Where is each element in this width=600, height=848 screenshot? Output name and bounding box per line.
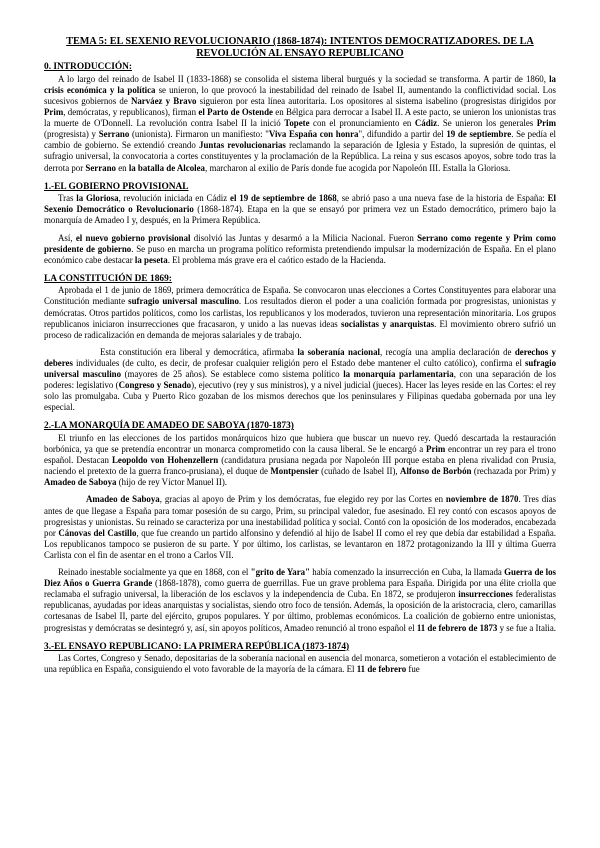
text-run: , gracias al apoyo de Prim y los demócratas, fue elegido rey por las Cortes en bbox=[159, 494, 446, 505]
bold-term: noviembre de 1870 bbox=[445, 494, 519, 505]
bold-term: la soberanía nacional bbox=[297, 346, 381, 357]
section bbox=[44, 274, 556, 414]
bold-term: Cánovas del Castillo bbox=[58, 527, 137, 538]
bold-term: Juntas revolucionarias bbox=[199, 140, 286, 151]
bold-term: El Sexenio Democrático o Revolucionario bbox=[44, 193, 556, 215]
text-run: , recogía una amplia declaración de bbox=[380, 346, 515, 357]
text-run: (rechazada por Prim) y bbox=[471, 466, 557, 477]
text-run: se unieron, lo que provocó la inestabilidad del reinado de Isabel II, aumentando la conflictividad social. Los sucesivos gobiernos de bbox=[44, 84, 556, 106]
bold-term: Serrano como regente y Prim como presidente de gobierno bbox=[44, 232, 556, 254]
text-run: (cuñado de Isabel II), bbox=[318, 466, 401, 477]
text-run: , con una separación de los poderes: legislativo ( bbox=[44, 369, 556, 391]
bold-term: la crisis económica y la política bbox=[44, 73, 556, 95]
text-run: con el pronunciamiento en bbox=[309, 118, 415, 129]
bold-term: Prim bbox=[44, 107, 64, 118]
text-run: individuales (de culto, es decir, de profesar cualquier religión pero el Estado debe mantener el culto católico), confirma el bbox=[72, 357, 525, 368]
text-run: (mayores de 25 años). Se establece como sistema político bbox=[121, 369, 344, 380]
title-line-2: REVOLUCIÓN AL ENSAYO REPUBLICANO bbox=[196, 47, 404, 59]
section-heading: LA CONSTITUCIÓN DE 1869: bbox=[44, 273, 172, 284]
bold-term: Amadeo de Saboya bbox=[44, 477, 117, 488]
bold-term: Serrano bbox=[85, 162, 116, 173]
bold-term: 19 de septiembre bbox=[446, 129, 512, 140]
bold-term: 11 de febrero bbox=[356, 664, 407, 675]
text-run: encontrar un rey para el trono español. Destacan bbox=[44, 444, 556, 466]
document-title bbox=[44, 36, 556, 59]
text-run: A lo largo del reinado de Isabel II (1833-1868) se consolida el sistema liberal burgués y la sociedad se transforma. A partir de 1860, bbox=[58, 73, 550, 84]
paragraph bbox=[44, 433, 556, 488]
text-run: disolvió las Juntas y desarmó a la Milicia Nacional. Fueron bbox=[190, 232, 418, 243]
text-run: . Tres días antes de que llegase a España para tomar posesión de su cargo, Prim, su principal valedor, fue asesinado. El rey contó con escasos apoyos de progresistas y unionistas. Su reinado se caracteriza por una inestabilidad política y social. Contó con la oposición de los moderados, encabezada por bbox=[44, 494, 556, 538]
bold-term: Leopoldo von Hohenzellern bbox=[111, 455, 219, 466]
text-run: . Se unieron los generales bbox=[437, 118, 537, 129]
text-run: , se abrió paso a una nueva fase de la historia de España: bbox=[336, 193, 548, 204]
text-run: en Bélgica para derrocar a Isabel II. A este pacto, se unieron los unionistas tras la muerte de O'Donnell. La revolución contra Isabel II la inició bbox=[44, 107, 556, 129]
text-run: . Los resultados dieron el poder a una coalición formada por progresistas, unionistas y demócratas. Otros partidos políticos, como los carlistas, los republicanos y los moderados, tuvieron una representación minoritaria. Los grupos republicanos iniciaron insurrecciones que fracasaron, y unido a las nuevas ideas bbox=[44, 296, 556, 329]
bold-term: Narváez y Bravo bbox=[130, 95, 197, 106]
text-run: , demócratas, y republicanos), firman bbox=[63, 107, 199, 118]
bold-term: Cádiz bbox=[414, 118, 438, 129]
bold-term: Guerra de los Diez Años o Guerra Grande bbox=[44, 567, 556, 589]
paragraph bbox=[44, 285, 556, 340]
paragraph bbox=[44, 567, 556, 634]
text-run: Aprobada el 1 de junio de 1869, primera democrática de España. Se convocaron unas elecciones a Cortes Constituyentes para elaborar una Constitución mediante bbox=[44, 285, 556, 307]
text-run: . El movimiento obrero sufrió un proceso de radicalización en demanda de mejoras salariales y de trabajo. bbox=[44, 318, 556, 340]
text-run: Las Cortes, Congreso y Senado, depositarias de la soberanía nacional en ausencia del monarca, sometieron a votación el establecimiento de una república en España, consiguiendo el voto favorable de la mayoría de la cámara. El bbox=[44, 653, 556, 675]
section bbox=[44, 62, 556, 173]
text-run: . Se puso en marcha un programa político reformista pretendiendo impulsar la modernización de España. En el plano económico cabe destacar bbox=[44, 243, 556, 265]
text-run: (1868-1874). Etapa en la que se ensayó por primera vez un Estado democrático, primero bajo la monarquía de Amadeo I y, después, en la Primera República. bbox=[44, 204, 556, 226]
text-run: El triunfo en las elecciones de los partidos monárquicos hizo que hubiera que buscar un nuevo rey. Quedó descartada la restauración borbónica, ya que se pretendía encontrar un monarca comprometido con la causa liberal. Se le encargó a bbox=[44, 433, 556, 455]
text-run: . El problema más grave era el caótico estado de la Hacienda. bbox=[167, 254, 386, 265]
text-run: ), ejecutivo (rey y sus ministros), y a nivel judicial (jueces). Hacer las leyes reside en las Cortes: el rey solo las promulgaba. Cuba y Puerto Rico gozaban de los mismos derechos que los peninsulares y Filipinas quedaba gobernada por una ley especial. bbox=[44, 380, 556, 413]
bold-term: el 19 de septiembre de 1868 bbox=[230, 193, 337, 204]
text-run: Tras bbox=[58, 193, 77, 204]
bold-term: derechos y deberes bbox=[44, 346, 556, 368]
text-run: Esta constitución era liberal y democrática, afirmaba bbox=[100, 346, 298, 357]
text-run: , revolución iniciada en Cádiz bbox=[118, 193, 231, 204]
text-run: fue bbox=[406, 664, 420, 675]
paragraph bbox=[44, 347, 556, 414]
section bbox=[44, 182, 556, 266]
text-run: Reinado inestable socialmente ya que en 1868, con el bbox=[58, 567, 251, 578]
bold-term: sufragio universal masculino bbox=[128, 296, 239, 307]
text-run: reclamando la separación de Iglesia y Estado, la supresión de quintas, el sufragio universal, la convocatoria a cortes constituyentes y la proclamación de la República. La reina y sus escasos apoyos, sobre todo tras la derrota por bbox=[44, 140, 556, 173]
text-run: federalistas republicanas, ayudadas por ideas anarquistas y socialistas, siendo otro foco de tensión. Además, la oposición de la aristocracia, clero, camarillas cortesanas de Isabel II, parte del ejército, grupos populares. Y por último, problemas económicos. La coalición de gobierno entre unionistas, progresistas y demócratas se desintegró y, así, sin apoyos políticos, Amadeo renunció al trono español el bbox=[44, 589, 556, 633]
bold-term: Viva España con honra bbox=[268, 129, 359, 140]
paragraph bbox=[44, 74, 556, 174]
bold-term: Alfonso de Borbón bbox=[400, 466, 472, 477]
text-run: (hijo de rey Víctor Manuel II). bbox=[116, 477, 227, 488]
text-run: siguieron por esta línea autoritaria. Los opositores al sistema isabelino (progresistas dirigidos por bbox=[196, 95, 556, 106]
bold-term: insurrecciones bbox=[458, 589, 513, 600]
bold-term: Serrano bbox=[98, 129, 130, 140]
section bbox=[44, 642, 556, 676]
text-run: (unionista). Firmaron un manifiesto: " bbox=[129, 129, 269, 140]
text-run: Así, bbox=[58, 232, 76, 243]
text-run: y se fue a Italia. bbox=[497, 622, 557, 633]
text-run: . Se pedía el cambio de gobierno. Se extendió creando bbox=[44, 129, 556, 151]
text-run: , que fue creando un partido alfonsino y defendió al hijo de Isabel II como el rey que debía dar estabilidad a España. Los republicanos tampoco se pusieron de su parte. Y por último, los carlistas, se levantaron en 1872 protagonizando la III y última Guerra Carlista con el fin de asentar en el trono a Carlos VII. bbox=[44, 527, 556, 560]
document-body bbox=[44, 62, 556, 675]
text-run: (progresista) y bbox=[44, 129, 99, 140]
bold-term: Congreso y Senado bbox=[118, 380, 192, 391]
section-heading: 3.-EL ENSAYO REPUBLICANO: LA PRIMERA REPÚBLICA (1873-1874) bbox=[44, 641, 350, 652]
bold-term: la batalla de Alcolea bbox=[128, 162, 205, 173]
section-heading: 0. INTRODUCCIÓN: bbox=[44, 62, 133, 73]
bold-term: Topete bbox=[284, 118, 310, 129]
paragraph bbox=[44, 494, 556, 561]
bold-term: la monarquía parlamentaria bbox=[343, 369, 454, 380]
bold-term: la peseta bbox=[134, 254, 168, 265]
text-run: había comenzado la insurrección en Cuba, la llamada bbox=[310, 567, 505, 578]
bold-term: el Parto de Ostende bbox=[198, 107, 273, 118]
bold-term: socialistas y anarquistas bbox=[341, 318, 435, 329]
text-run: en bbox=[115, 162, 129, 173]
paragraph bbox=[44, 653, 556, 675]
text-run: , marcharon al exilio de París donde fue acogida por Napoleón III. Estalla la Gloriosa. bbox=[205, 162, 511, 173]
bold-term: el nuevo gobierno provisional bbox=[75, 232, 191, 243]
bold-term: sufragio universal masculino bbox=[44, 357, 556, 380]
title-line-1: TEMA 5: EL SEXENIO REVOLUCIONARIO (1868-1874): INTENTOS DEMOCRATIZADORES. DE LA bbox=[66, 36, 534, 47]
bold-term: Amadeo de Saboya bbox=[86, 494, 160, 505]
text-run: ", difundido a partir del bbox=[358, 129, 447, 140]
paragraph bbox=[44, 233, 556, 266]
text-run: (candidatura prusiana negada por Napoleón III porque estaba en plena rivalidad con Prusia, naciendo el pretexto de la guerra franco-prusiana), el duque de bbox=[44, 455, 556, 477]
bold-term: Prim bbox=[426, 444, 446, 455]
bold-term: 11 de febrero de 1873 bbox=[416, 622, 498, 633]
text-run: (1868-1878), como guerra de guerrillas. Fue un grave problema para España. Dirigida por una élite criolla que reclamaba el sufragio universal, la liberación de los esclavos y la independencia de Cuba. En 1872, se produjeron bbox=[44, 578, 557, 600]
bold-term: "grito de Yara" bbox=[250, 567, 311, 578]
bold-term: Prim bbox=[536, 118, 556, 129]
section-heading: 2.-LA MONARQUÍA DE AMADEO DE SABOYA (1870-1873) bbox=[44, 421, 294, 432]
section-heading: 1.-EL GOBIERNO PROVISIONAL bbox=[44, 181, 189, 192]
bold-term: la Gloriosa bbox=[76, 193, 119, 204]
paragraph bbox=[44, 193, 556, 226]
bold-term: Montpensier bbox=[270, 466, 319, 477]
section bbox=[44, 421, 556, 633]
